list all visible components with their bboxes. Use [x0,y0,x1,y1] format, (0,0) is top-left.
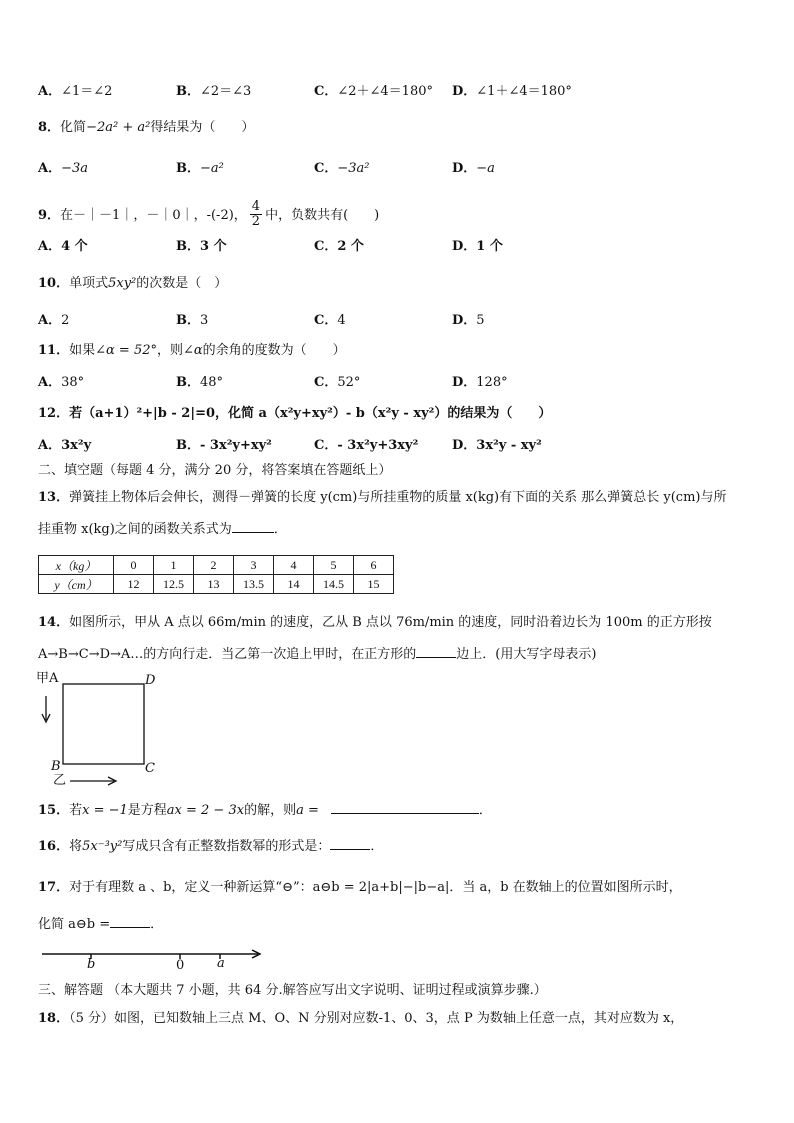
square-abcd [63,684,144,764]
q11-option-b: B．48° [176,375,224,390]
q15-answer-blank[interactable] [331,801,479,814]
q7-option-c: C．∠2＋∠4＝180° [314,84,433,99]
q17-answer-blank[interactable] [110,915,150,928]
label-yi: 乙 [53,773,67,788]
number-line-label-0: 0 [176,958,185,973]
q9-option-a: A．4 个 [38,239,88,254]
q9-option-b: B．3 个 [176,239,227,254]
q18-stem: 18．（5 分）如图，已知数轴上三点 M、O、N 分别对应数-1、0、3，点 P 为数轴上任意一点，其对应数为 x， [38,1011,684,1026]
label-d: D [145,673,156,688]
q8-stem: 8．化简−2a² + a²得结果为（ ） [38,120,255,135]
label-jia-a: 甲A [36,671,59,686]
q16-answer-blank[interactable] [330,837,370,850]
table-row [39,575,394,594]
q12-stem: 12．若（a+1）²+|b - 2|=0，化简 a（x²y+xy²）- b（x²y - xy²）的结果为（ ） [38,406,552,421]
q8-option-d: D．−a [452,161,495,176]
table-row-header: y（cm） [39,575,114,594]
table-cell: 14 [274,575,314,594]
q11-option-a: A．38° [38,375,85,390]
q14-square-figure [34,670,164,790]
table-cell: 2 [194,556,234,575]
table-cell: 3 [234,556,274,575]
q12-option-a: A．3x²y [38,438,92,453]
q14-line-1: 14．如图所示，甲从 A 点以 66m/min 的速度，乙从 B 点以 76m/min 的速度，同时沿着边长为 100m 的正方形按 [38,615,712,630]
q13-line-2: 挂重物 x(kg)之间的函数关系式为 ． [38,522,287,537]
q8-option-b: B．−a² [176,161,224,176]
table-cell: 4 [274,556,314,575]
q12-option-d: D．3x²y - xy² [452,438,542,453]
label-c: C [145,761,155,776]
table-cell: 13 [194,575,234,594]
q13-data-table [38,555,394,594]
table-row [39,556,394,575]
q10-option-c: C．4 [314,313,346,328]
table-cell: 14.5 [314,575,354,594]
q12-option-b: B．- 3x²y+xy² [176,438,272,453]
q8-option-a: A．−3a [38,161,89,176]
q10-option-b: B．3 [176,313,209,328]
q7-option-b: B．∠2＝∠3 [176,84,252,99]
number-line-label-b: b [87,957,96,972]
q12-option-c: C．- 3x²y+3xy² [314,438,419,453]
section-2-title: 二、填空题（每题 4 分，满分 20 分，将答案填在答题纸上） [38,463,392,478]
q9-fraction: $\frac{4}{2}$ [251,199,261,229]
q11-stem: 11．如果∠α = 52°，则∠α的余角的度数为（ ） [38,343,346,358]
table-cell: 6 [354,556,394,575]
label-b: B [51,759,61,774]
q14-line-2: A→B→C→D→A…的方向行走．当乙第一次追上甲时，在正方形的 边上．(用大写字母表示) [38,647,597,662]
q16-stem: 16．将5x⁻³y²写成只含有正整数指数幂的形式是： ． [38,839,384,854]
q13-answer-blank[interactable] [232,520,274,533]
q17-line-2: 化简 a⊖b = ． [38,917,164,932]
number-line-label-a: a [217,956,225,971]
q8-option-c: C．−3a² [314,161,370,176]
q9-stem: 9．在－｜－1｜，－｜0｜，-(-2)， $\frac{4}{2}$ 中，负数共有( ) [38,199,380,229]
q10-option-d: D．5 [452,313,485,328]
q15-stem: 15．若x = −1是方程ax = 2 − 3x的解，则a = ． [38,803,492,818]
table-cell: 1 [154,556,194,575]
q14-answer-blank[interactable] [416,645,456,658]
q17-line-1: 17．对于有理数 a 、b，定义一种新运算“⊖”：a⊖b = 2|a+b|−|b−a|．当 a，b 在数轴上的位置如图所示时， [38,880,682,895]
q17-number-line [36,946,268,976]
number-line-svg [36,946,268,976]
table-cell: 0 [114,556,154,575]
q7-option-d: D．∠1＋∠4＝180° [452,84,572,99]
q7-option-a: A．∠1＝∠2 [38,84,113,99]
q10-option-a: A．2 [38,313,70,328]
table-row-header: x（kg） [39,556,114,575]
q9-option-d: D．1 个 [452,239,503,254]
q13-line-1: 13．弹簧挂上物体后会伸长，测得－弹簧的长度 y(cm)与所挂重物的质量 x(kg)有下面的关系 那么弹簧总长 y(cm)与所 [38,490,727,505]
q10-stem: 10．单项式5xy²的次数是（ ） [38,276,228,291]
table-cell: 15 [354,575,394,594]
q11-option-c: C．52° [314,375,361,390]
q11-option-d: D．128° [452,375,508,390]
table-cell: 13.5 [234,575,274,594]
table-cell: 12.5 [154,575,194,594]
table-cell: 5 [314,556,354,575]
section-3-title: 三、解答题 （本大题共 7 小题，共 64 分.解答应写出文字说明、证明过程或演算步骤.） [38,983,547,998]
q9-option-c: C．2 个 [314,239,364,254]
table-cell: 12 [114,575,154,594]
